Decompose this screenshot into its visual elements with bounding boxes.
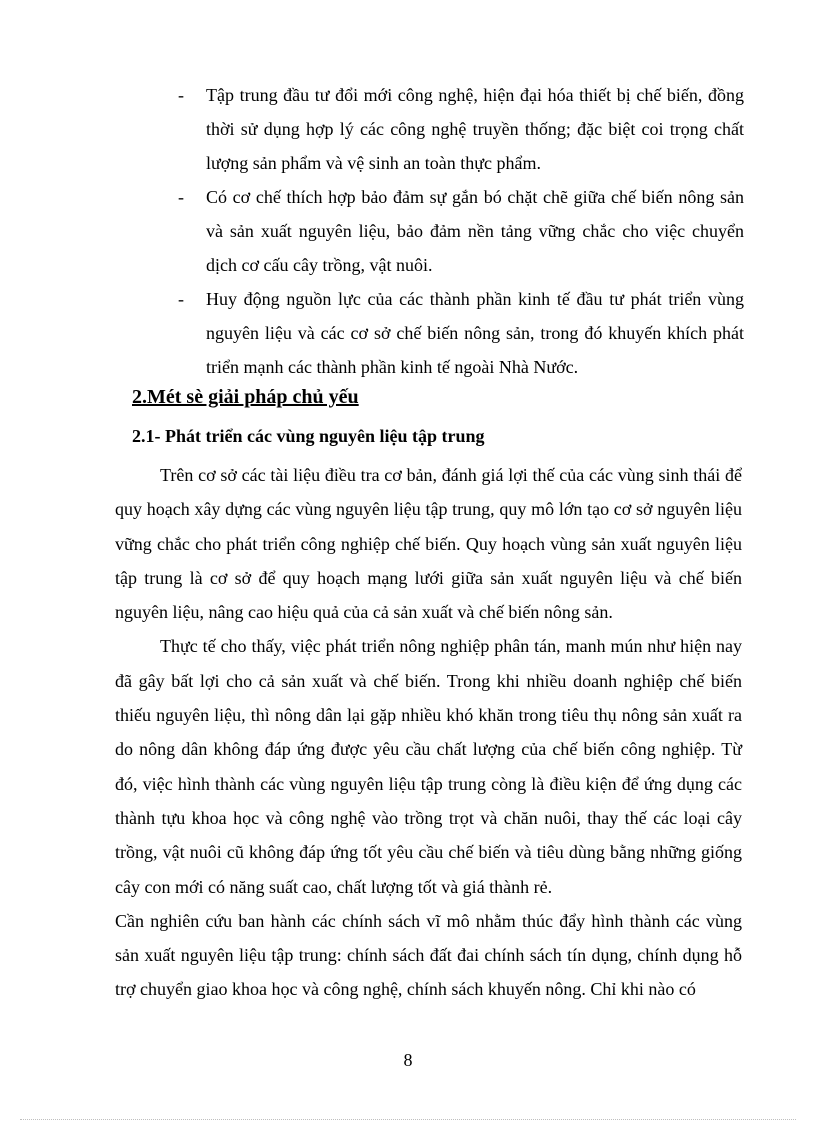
bullet-item [178,78,744,180]
bullet-marker: - [178,187,184,207]
bullet-marker: - [178,85,184,105]
subsection-heading: 2.1- Phát triển các vùng nguyên liệu tập trung [132,426,485,446]
bullet-text: Huy động nguồn lực của các thành phần kinh tế đầu tư phát triển vùng nguyên liệu và các cơ sở chế biến nông sản, trong đó khuyến khích phát triển mạnh các thành phần kinh tế ngoài Nhà Nước. [206,289,744,377]
paragraph: Cần nghiên cứu ban hành các chính sách vĩ mô nhằm thúc đẩy hình thành các vùng sản xuất nguyên liệu tập trung: chính sách đất đai chính sách tín dụng, chính dụng hỗ trợ chuyển giao khoa học và công nghệ, chính sách khuyến nông. Chỉ khi nào có [115,910,742,1000]
bullet-item [178,180,744,282]
bullet-list [178,78,744,384]
paragraph: Trên cơ sở các tài liệu điều tra cơ bản, đánh giá lợi thế của các vùng sinh thái để quy hoạch xây dựng các vùng nguyên liệu tập trung, quy mô lớn tạo cơ sở nguyên liệu vững chắc cho phát triển công nghiệp chế biến. Quy hoạch vùng sản xuất nguyên liệu tập trung là cơ sở để quy hoạch mạng lưới giữa sản xuất nguyên liệu và chế biến nguyên liệu, nâng cao hiệu quả của cả sản xuất và chế biến nông sản. [115,465,742,623]
page-number: 8 [403,1050,413,1070]
section-heading: 2.Mét sè giải pháp chủ yếu [132,386,359,408]
bullet-text: Có cơ chế thích hợp bảo đảm sự gắn bó chặt chẽ giữa chế biến nông sản và sản xuất nguyên liệu, bảo đảm nền tảng vững chắc cho việc chuyển dịch cơ cấu cây trồng, vật nuôi. [206,187,744,275]
body-text [115,458,742,1007]
footer-divider [20,1119,796,1120]
bullet-item [178,282,744,384]
bullet-text: Tập trung đầu tư đổi mới công nghệ, hiện đại hóa thiết bị chế biến, đồng thời sử dụng hợp lý các công nghệ truyền thống; đặc biệt coi trọng chất lượng sản phẩm và vệ sinh an toàn thực phẩm. [206,85,744,173]
bullet-marker: - [178,289,184,309]
paragraph: Thực tế cho thấy, việc phát triển nông nghiệp phân tán, manh mún như hiện nay đã gây bất lợi cho cả sản xuất và chế biến. Trong khi nhiều doanh nghiệp chế biến thiếu nguyên liệu, thì nông dân lại gặp nhiều khó khăn trong tiêu thụ nông sản xuất ra do nông dân không đáp ứng được yêu cầu chất lượng của chế biến công nghiệp. Từ đó, việc hình thành các vùng nguyên liệu tập trung còng là điều kiện để ứng dụng các thành tựu khoa học và công nghệ vào trồng trọt và chăn nuôi, thay thế các loại cây trồng, vật nuôi cũ không đáp ứng tốt yêu cầu chế biến và tiêu dùng bằng những giống cây con mới có năng suất cao, chất lượng tốt và giá thành rẻ. [115,636,742,897]
